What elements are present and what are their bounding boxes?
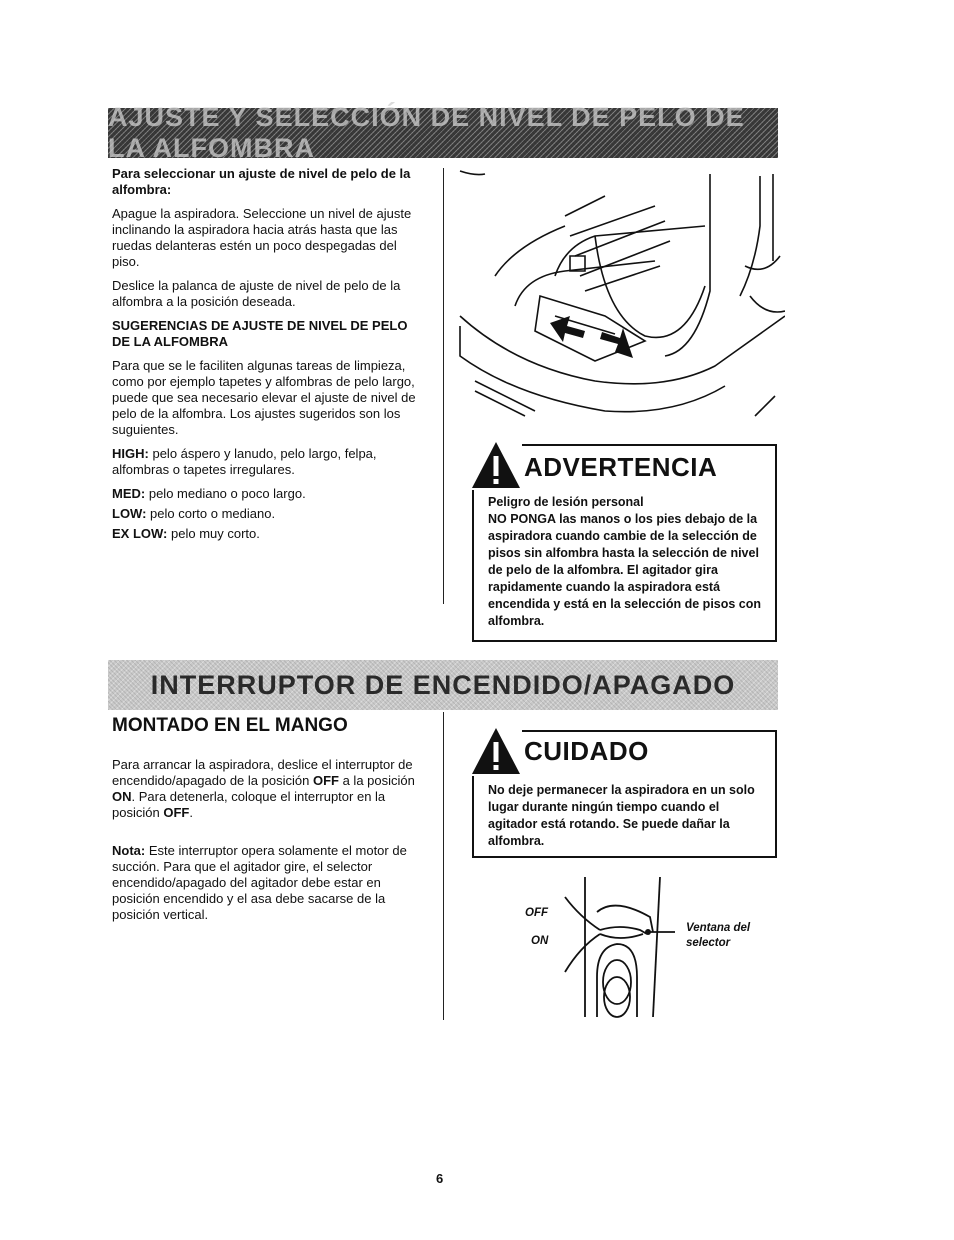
section-title: AJUSTE Y SELECCIÓN DE NIVEL DE PELO DE LA ALFOMBRA [108, 102, 745, 163]
power-switch-instructions [112, 715, 430, 931]
on-label: ON [531, 935, 549, 947]
section-banner-carpet-height [108, 102, 778, 163]
warning-triangle-icon [470, 440, 522, 490]
section-title: INTERRUPTOR DE ENCENDIDO/APAGADO [150, 669, 736, 700]
section-banner-power-switch [108, 660, 778, 710]
sub-heading: SUGERENCIAS DE AJUSTE DE NIVEL DE PELO DE LA ALFOMBRA [112, 318, 408, 349]
column-divider [443, 168, 444, 604]
caution-title: CUIDADO [524, 736, 649, 766]
page-number: 6 [436, 1171, 444, 1186]
switch-diagram [555, 872, 675, 1022]
carpet-lever-illustration [455, 166, 785, 428]
caution-box [472, 730, 777, 858]
setting-low: LOW: pelo corto o mediano. [112, 506, 276, 521]
setting-high: HIGH: pelo áspero y lanudo, pelo largo, felpa, alfombras o tapetes irregulares. [112, 446, 377, 477]
off-label: OFF [525, 907, 548, 919]
warning-title: ADVERTENCIA [524, 452, 718, 482]
warning-body: NO PONGA las manos o los pies debajo de la aspiradora cuando cambie de la selección de pisos sin alfombra hasta la selección de nivel de pelo de la alfombra. El agitador gira rapidamente cuando la aspiradora está encendida y está en la selección de pisos con alfombra. [488, 512, 762, 628]
warning-subtitle: Peligro de lesión personal [488, 495, 644, 509]
section-heading: MONTADO EN EL MANGO [112, 715, 348, 736]
carpet-height-instructions [112, 166, 426, 550]
paragraph: Para arrancar la aspiradora, deslice el interruptor de encendido/apagado de la posición OFF a la posición ON. Para detenerla, coloque el interruptor en la posición OFF. [112, 757, 415, 820]
warning-box [472, 444, 777, 642]
note-paragraph: Nota: Este interruptor opera solamente el motor de succión. Para que el agitador gire, el selector encendido/apagado del agitador debe estar en posición encendido y el asa debe sacarse de la posición vertical. [112, 843, 407, 922]
caution-text: No deje permanecer la aspiradora en un solo lugar durante ningún tiempo cuando el agitador está rotando. Se puede dañar la alfombra. [488, 783, 755, 848]
selector-window-label: Ventana del selector [686, 922, 751, 949]
setting-ex-low: EX LOW: pelo muy corto. [112, 526, 260, 541]
paragraph: Apague la aspiradora. Seleccione un nivel de ajuste inclinando la aspiradora hacia atrás hasta que las ruedas delanteras estén un poco despegadas del piso. [112, 206, 412, 269]
caution-triangle-icon [470, 726, 522, 776]
paragraph: Para que se le faciliten algunas tareas de limpieza, como por ejemplo tapetes y alfombras de pelo largo, puede que sea necesario elevar el ajuste de nivel de pelo de la alfombra. Los ajustes sugeridos son los suguientes. [112, 358, 416, 437]
setting-med: MED: pelo mediano o poco largo. [112, 486, 306, 501]
intro-heading: Para seleccionar un ajuste de nivel de pelo de la alfombra: [112, 166, 411, 197]
column-divider [443, 712, 444, 1020]
paragraph: Deslice la palanca de ajuste de nivel de pelo de la alfombra a la posición deseada. [112, 278, 401, 309]
warning-text [488, 494, 770, 630]
